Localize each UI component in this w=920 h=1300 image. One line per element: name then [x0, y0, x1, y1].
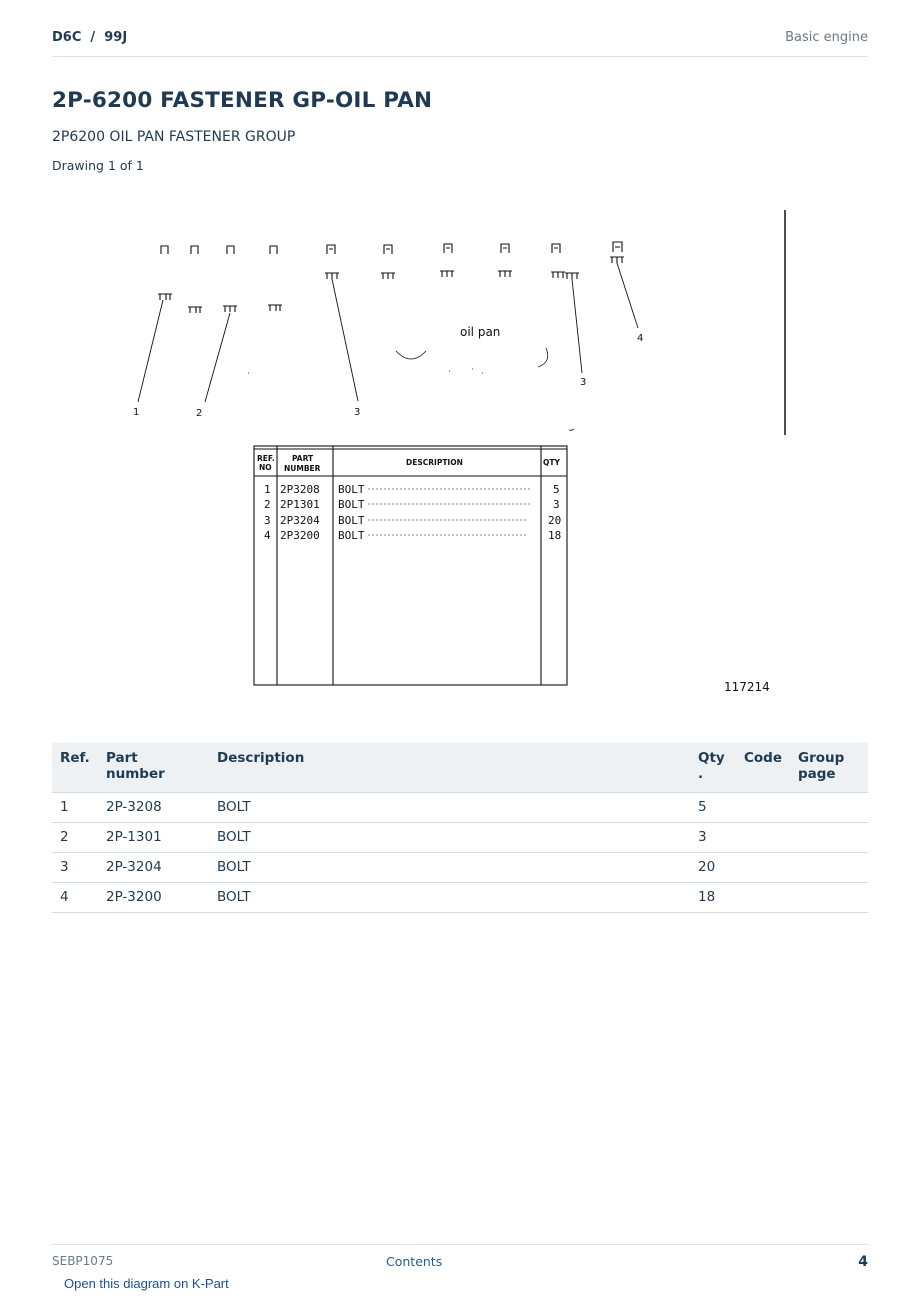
table-row [52, 853, 868, 883]
inset-row-1-desc: BOLT [338, 483, 365, 496]
kpart-diagram-link[interactable]: Open this diagram on K-Part [64, 1276, 229, 1291]
oil-pan-label: oil pan [460, 325, 501, 339]
inset-row-4-desc: BOLT [338, 529, 365, 542]
cell-ref: 4 [52, 883, 98, 913]
cell-ref: 1 [52, 793, 98, 823]
parts-diagram [100, 205, 800, 715]
document-id: SEBP1075 [52, 1254, 114, 1268]
cell-group-page [790, 853, 868, 883]
col-description: Description [209, 743, 690, 793]
inset-header-part-1: PART [292, 454, 314, 463]
oil-pan-outline [248, 348, 574, 430]
inset-row-1-ref: 1 [264, 483, 271, 496]
inset-header-desc: DESCRIPTION [406, 458, 463, 467]
inset-row-1-qty: 5 [553, 483, 560, 496]
cell-group-page [790, 823, 868, 853]
section-label: Basic engine [785, 30, 868, 45]
page-number: 4 [858, 1254, 868, 1270]
col-group-page: Group page [790, 743, 868, 793]
inset-header-qty: QTY [543, 458, 560, 467]
col-code: Code [736, 743, 790, 793]
cell-group-page [790, 793, 868, 823]
cell-description: BOLT [209, 823, 690, 853]
bolt-heads-top-row [161, 242, 622, 254]
cell-ref: 3 [52, 853, 98, 883]
parts-table-header [52, 743, 868, 793]
model-breadcrumb: D6C / 99J [52, 30, 128, 45]
inset-row-4-part: 2P3200 [280, 529, 320, 542]
col-part-number: Part number [98, 743, 209, 793]
callout-3: 3 [354, 407, 361, 418]
inset-row-2-ref: 2 [264, 498, 271, 511]
cell-description: BOLT [209, 793, 690, 823]
cell-part-number: 2P-3208 [98, 793, 209, 823]
inset-header-part-2: NUMBER [284, 464, 321, 473]
cell-group-page [790, 883, 868, 913]
cell-qty: 18 [690, 883, 736, 913]
cell-code [736, 883, 790, 913]
cell-description: BOLT [209, 883, 690, 913]
table-row [52, 793, 868, 823]
inset-header-ref-1: REF. [257, 454, 275, 463]
page-subtitle: 2P6200 OIL PAN FASTENER GROUP [52, 129, 296, 145]
cell-part-number: 2P-1301 [98, 823, 209, 853]
inset-row-3-ref: 3 [264, 514, 271, 527]
cell-code [736, 793, 790, 823]
inset-row-3-part: 2P3204 [280, 514, 320, 527]
col-ref: Ref. [52, 743, 98, 793]
page-footer [52, 1244, 868, 1275]
cell-part-number: 2P-3204 [98, 853, 209, 883]
callout-1: 1 [133, 407, 140, 418]
cell-qty: 5 [690, 793, 736, 823]
cell-code [736, 853, 790, 883]
table-row [52, 883, 868, 913]
cell-description: BOLT [209, 853, 690, 883]
cell-code [736, 823, 790, 853]
inset-row-1-part: 2P3208 [280, 483, 320, 496]
inset-row-2-part: 2P1301 [280, 498, 320, 511]
inset-header-ref-2: NO [259, 463, 272, 472]
cell-qty: 3 [690, 823, 736, 853]
col-qty: Qty . [690, 743, 736, 793]
cell-ref: 2 [52, 823, 98, 853]
drawing-label: Drawing 1 of 1 [52, 158, 144, 173]
inset-row-2-desc: BOLT [338, 498, 365, 511]
inset-row-3-qty: 20 [548, 514, 562, 527]
drawing-number: 117214 [724, 680, 770, 694]
inset-row-3-desc: BOLT [338, 514, 365, 527]
inset-row-4-ref: 4 [264, 529, 271, 542]
parts-table [52, 743, 868, 913]
callout-2: 2 [196, 408, 203, 419]
page-header [52, 28, 868, 57]
table-row [52, 823, 868, 853]
cell-qty: 20 [690, 853, 736, 883]
contents-link[interactable]: Contents [386, 1254, 443, 1269]
inset-parts-legend [254, 446, 567, 685]
inset-row-2-qty: 3 [553, 498, 560, 511]
callout-leaders [138, 263, 638, 402]
callout-3b: 3 [580, 377, 587, 388]
fastener-nuts [158, 257, 624, 313]
page-title: 2P-6200 FASTENER GP-OIL PAN [52, 88, 433, 113]
cell-part-number: 2P-3200 [98, 883, 209, 913]
inset-row-4-qty: 18 [548, 529, 562, 542]
callout-4: 4 [637, 333, 644, 344]
